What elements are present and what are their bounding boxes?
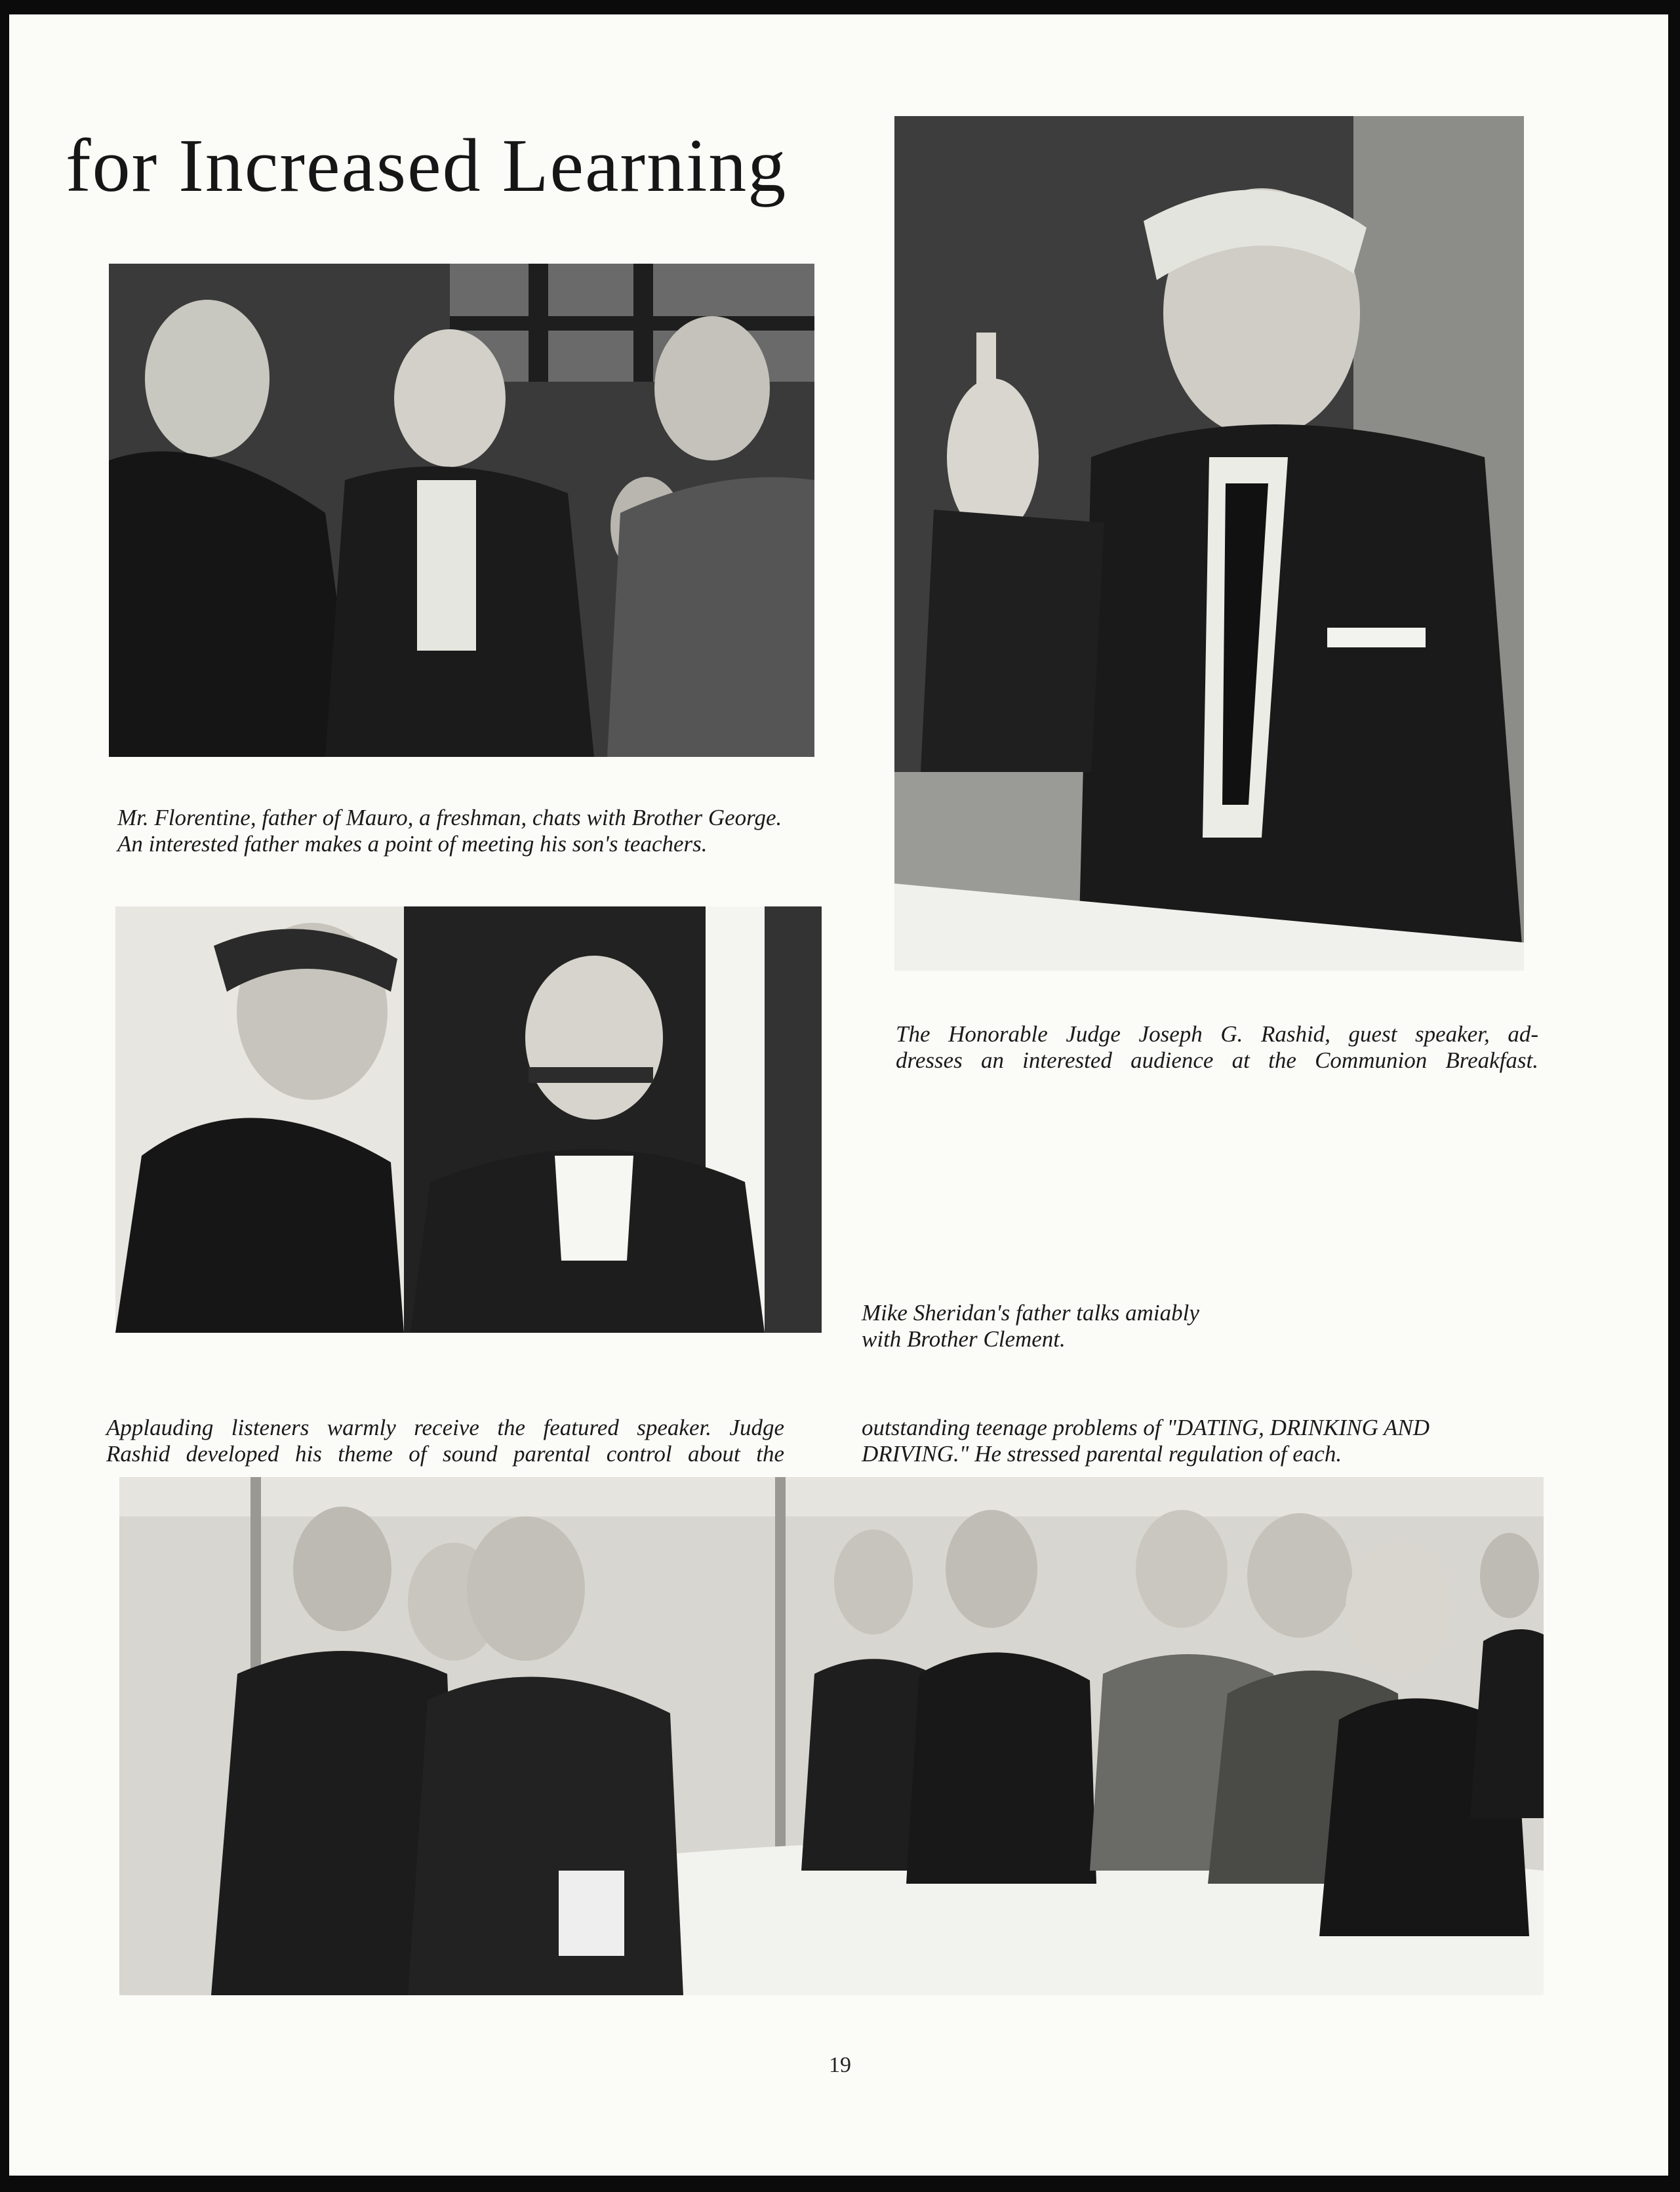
photo-sheridan-brother-clement bbox=[115, 906, 822, 1333]
caption-line: The Honorable Judge Joseph G. Rashid, guest speaker, ad- bbox=[896, 1021, 1538, 1047]
caption-line: Rashid developed his theme of sound parental control about the bbox=[106, 1441, 784, 1467]
photo-applauding-audience bbox=[119, 1477, 1544, 1995]
photo-judge-rashid bbox=[894, 116, 1524, 971]
photo-florentine-brother-george bbox=[109, 264, 814, 757]
yearbook-page bbox=[9, 14, 1668, 2176]
caption-line: outstanding teenage problems of "DATING, DRINKING AND bbox=[862, 1415, 1430, 1440]
caption-sheridan bbox=[862, 1300, 1199, 1352]
caption-applause-left bbox=[106, 1415, 784, 1467]
caption-line: dresses an interested audience at the Communion Breakfast. bbox=[896, 1047, 1538, 1073]
caption-rashid bbox=[896, 1021, 1538, 1074]
caption-line: Mike Sheridan's father talks amiably bbox=[862, 1300, 1199, 1326]
caption-applause-right bbox=[862, 1415, 1430, 1467]
caption-florentine bbox=[117, 805, 782, 857]
caption-line: DRIVING." He stressed parental regulation of each. bbox=[862, 1441, 1342, 1467]
caption-line: An interested father makes a point of meeting his son's teachers. bbox=[117, 831, 708, 857]
caption-line: Mr. Florentine, father of Mauro, a freshman, chats with Brother George. bbox=[117, 805, 782, 830]
caption-line: with Brother Clement. bbox=[862, 1326, 1066, 1352]
page-number: 19 bbox=[829, 2053, 851, 2077]
page-heading: for Increased Learning bbox=[66, 124, 788, 208]
caption-line: Applauding listeners warmly receive the featured speaker. Judge bbox=[106, 1415, 784, 1440]
